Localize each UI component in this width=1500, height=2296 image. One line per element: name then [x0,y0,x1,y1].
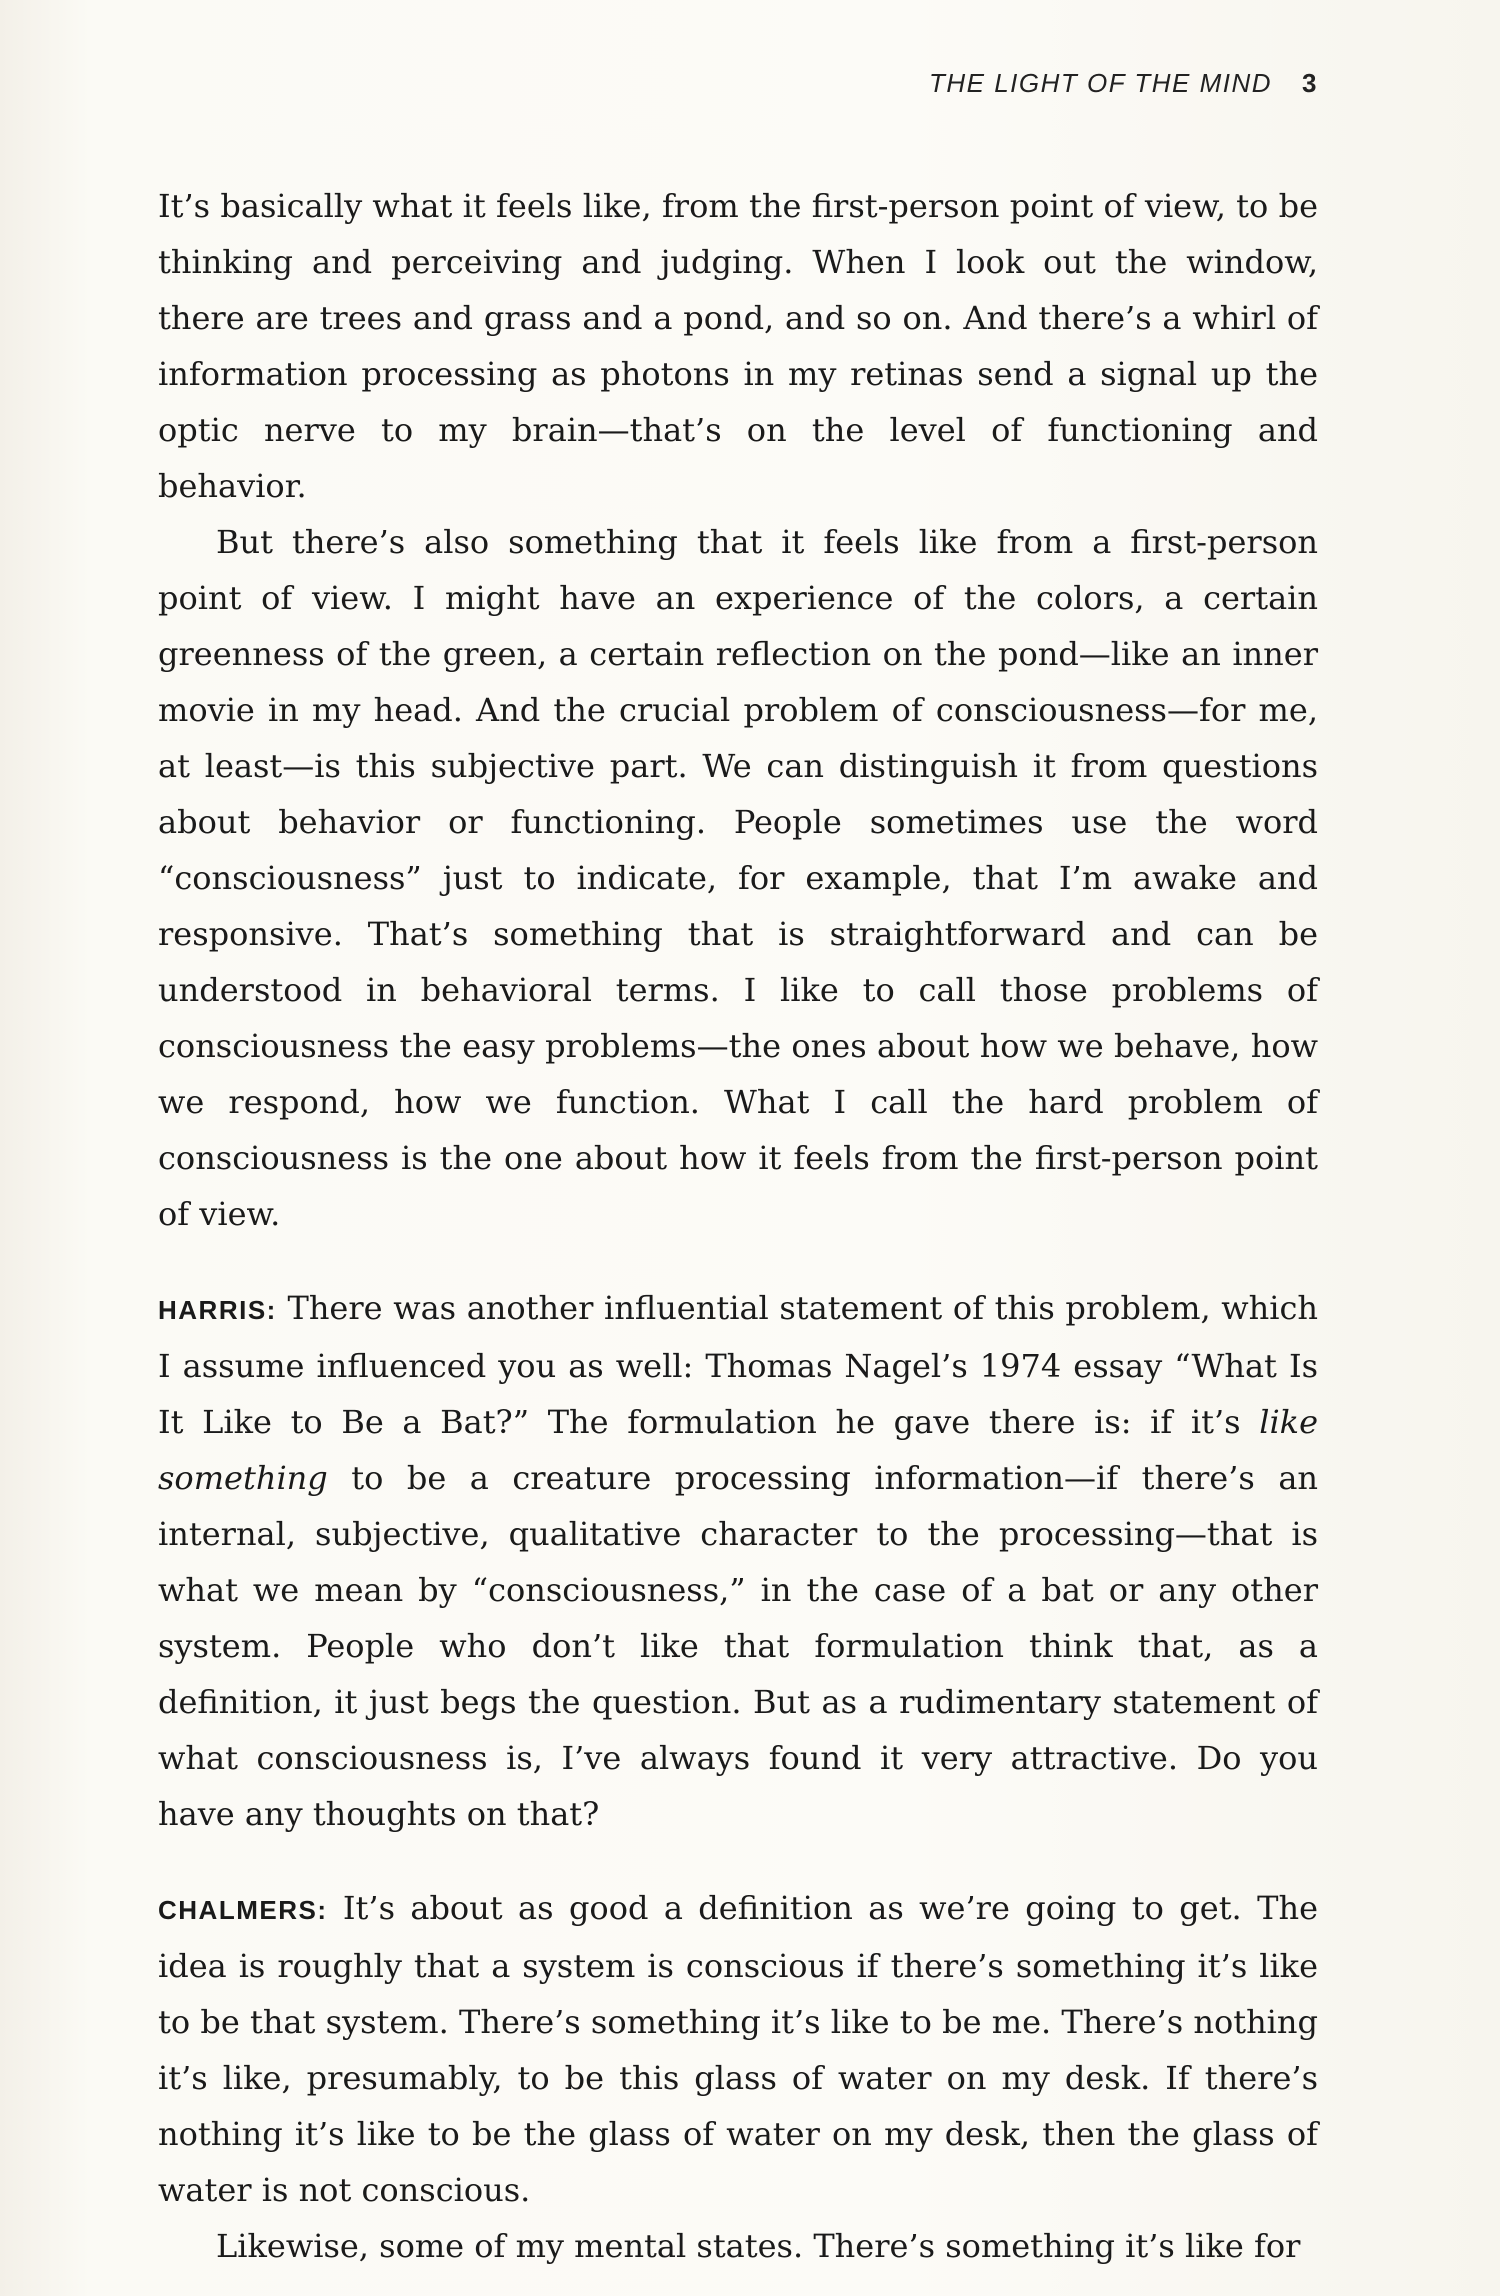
harris-text-part-2: to be a creature processing information—if there’s an internal, subjective, qualitative character to the processing—that is what we mean by “consciousness,” in the case of a bat or any other system. People who don’t like that formulation think that, as a definition, it just begs the question. But as a rudimentary statement of what consciousness is, I’ve always found it very attractive. Do you have any thoughts on that? [158,1459,1318,1833]
chalmers-speech [158,1880,1318,2218]
speaker-label-harris: HARRIS: [158,1295,277,1325]
harris-text-part-1: There was another influential statement of this problem, which I assume influenced you as well: Thomas Nagel’s 1974 essay “What Is It Like to Be a Bat?” The formulation he gave there is: if it’s [158,1289,1319,1441]
paragraph-2: But there’s also something that it feels like from a first-person point of view. I might have an experience of the colors, a certain greenness of the green, a certain reflection on the pond—like an inner movie in my head. And the crucial problem of consciousness—for me, at least—is this subjective part. We can distinguish it from questions about behavior or functioning. People sometimes use the word “consciousness” just to indicate, for example, that I’m awake and responsive. That’s something that is straightforward and can be understood in behavioral terms. I like to call those problems of consciousness the easy problems—the ones about how we behave, how we respond, how we function. What I call the hard problem of consciousness is the one about how it feels from the first-person point of view. [158,523,1318,1233]
paragraph-1: It’s basically what it feels like, from the first-person point of view, to be thinking and perceiving and judging. When I look out the window, there are trees and grass and a pond, and so on. And there’s a whirl of information processing as photons in my retinas send a signal up the optic nerve to my brain—that’s on the level of functioning and behavior. [158,187,1318,505]
chalmers-text: It’s about as good a definition as we’re going to get. The idea is roughly that a system is conscious if there’s something it’s like to be that system. There’s something it’s like to be me. There’s nothing it’s like, presumably, to be this glass of water on my desk. If there’s nothing it’s like to be the glass of water on my desk, then the glass of water is not conscious. [158,1889,1319,2209]
paragraph-last: Likewise, some of my mental states. There’s something it’s like for [216,2227,1301,2265]
running-head [929,68,1318,99]
page-number: 3 [1302,68,1318,98]
speaker-label-chalmers: CHALMERS: [158,1895,328,1925]
body-text [158,178,1318,2274]
harris-text-italic: like something [158,1403,1318,1497]
harris-speech [158,1280,1318,1842]
running-head-title: THE LIGHT OF THE MIND [929,68,1273,98]
